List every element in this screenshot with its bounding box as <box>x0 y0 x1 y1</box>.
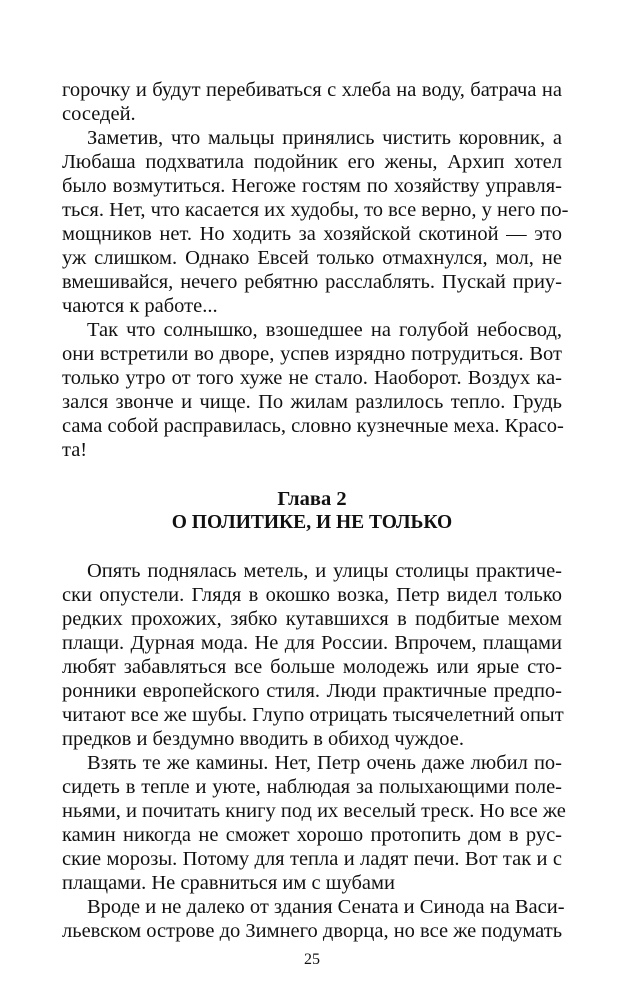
text-line: вмешивайся, нечего ребятню расслаблять. Пускай приу- <box>62 271 562 293</box>
text-line: соседей. <box>62 103 136 125</box>
text-line: плащами. Не сравниться им с шубами <box>62 872 395 894</box>
text-line: сидеть в тепле и уюте, наблюдая за полыхающими поле- <box>62 776 562 798</box>
text-line: читают все же шубы. Глупо отрицать тысячелетний опыт <box>62 704 564 726</box>
text-line: ские морозы. Потому для тепла и ладят печи. Вот так и с <box>62 848 562 870</box>
text-line: ться. Нет, что касается их худобы, то все верно, у него по- <box>62 199 569 221</box>
text-line: Любаша подхватила подойник его жены, Архип хотел <box>62 151 562 173</box>
text-line: чаются к работе... <box>62 295 218 317</box>
page-number: 25 <box>304 951 320 968</box>
text-line: было возмутиться. Негоже гостям по хозяйству управля- <box>62 175 562 197</box>
chapter-title: О ПОЛИТИКЕ, И НЕ ТОЛЬКО <box>171 512 453 533</box>
text-line: предков и бездумно вводить в обиход чуждое. <box>62 728 464 750</box>
text-line: зался звонче и чище. По жилам разлилось тепло. Грудь <box>62 391 562 413</box>
text-line: мощников нет. Но ходить за хозяйской скотиной — это <box>62 223 562 245</box>
text-line: льевском острове до Зимнего дворца, но все же подумать <box>62 920 563 942</box>
text-line: редких прохожих, зябко кутавшихся в подбитые мехом <box>62 608 562 630</box>
text-line: сама собой расправилась, словно кузнечные меха. Красо- <box>62 415 564 437</box>
text-line: Так что солнышко, взошедшее на голубой небосвод, <box>87 319 562 341</box>
text-line: только утро от того хуже не стало. Наоборот. Воздух ка- <box>62 367 562 389</box>
text-line: горочку и будут перебиваться с хлеба на воду, батрача на <box>62 79 562 101</box>
text-line: Вроде и не далеко от здания Сената и Синода на Васи- <box>87 896 565 918</box>
text-line: ски опустели. Глядя в окошко возка, Петр видел только <box>62 584 562 606</box>
text-line: уж слишком. Однако Евсей только отмахнулся, мол, не <box>62 247 562 269</box>
text-line: та! <box>62 439 88 461</box>
text-line: Взять те же камины. Нет, Петр очень даже любил по- <box>87 752 562 774</box>
text-line: камин никогда не сможет хорошо протопить дом в рус- <box>62 824 562 846</box>
text-line: ньями, и почитать книгу под их веселый треск. Но все же <box>62 800 566 822</box>
text-line: любят забавляться все больше молодежь или ярые сто- <box>62 656 562 678</box>
text-line: Опять поднялась метель, и улицы столицы практиче- <box>87 560 562 582</box>
chapter-number: Глава 2 <box>277 488 347 510</box>
text-line: Заметив, что мальцы принялись чистить коровник, а <box>87 127 562 149</box>
text-line: ронники европейского стиля. Люди практичные предпо- <box>62 680 562 702</box>
text-line: плащи. Дурная мода. Не для России. Впрочем, плащами <box>62 632 562 654</box>
text-line: они встретили во дворе, успев изрядно потрудиться. Вот <box>62 343 562 365</box>
